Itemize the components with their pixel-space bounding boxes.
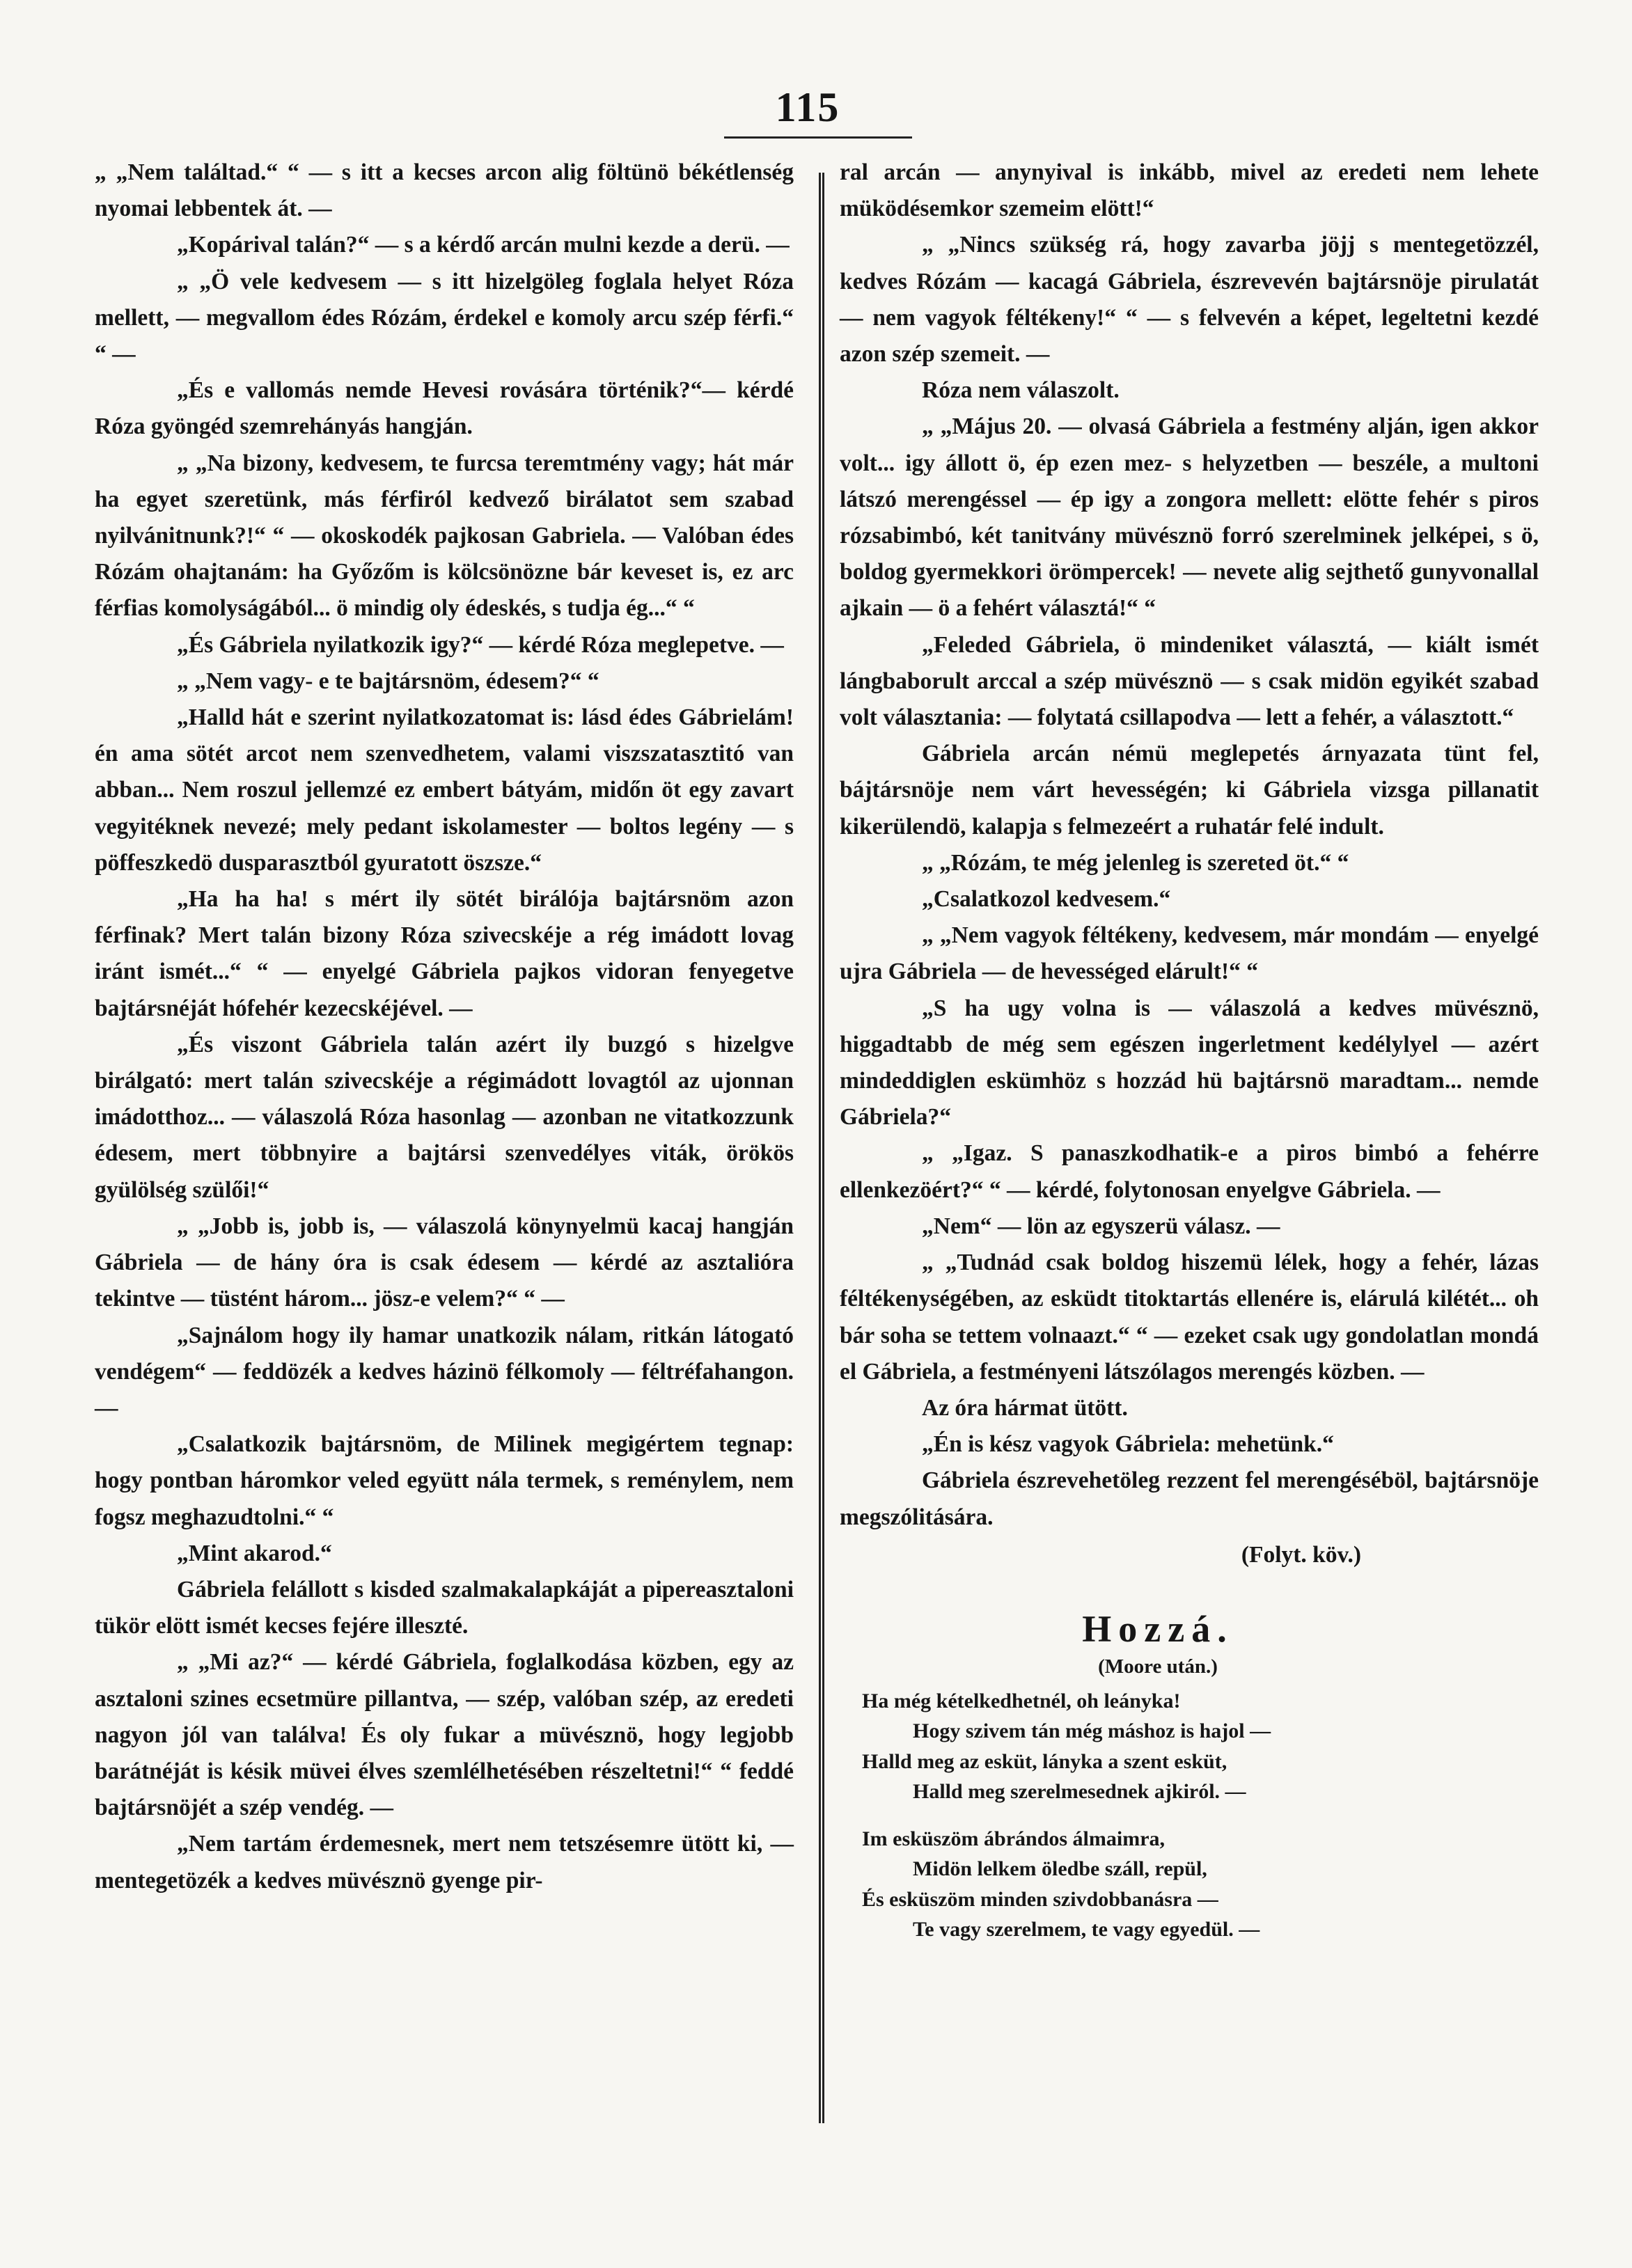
paragraph: „ „Rózám, te még jelenleg is szereted öt.“ “ (922, 849, 1349, 876)
paragraph: „És e vallomás nemde Hevesi rovására történik?“— kérdé Róza gyöngéd szemrehányás hangján. (95, 377, 794, 440)
paragraph: „Sajnálom hogy ily hamar unatkozik nálam, ritkán látogató vendégem“ — feddözék a kedves házinö félkomoly — féltréfahangon. — (95, 1322, 794, 1421)
poem-stanza (840, 1824, 1539, 1945)
poem-line: És esküszöm minden szivdobbanásra — (862, 1887, 1218, 1911)
paragraph: „ „Na bizony, kedvesem, te furcsa teremtmény vagy; hát már ha egyet szeretünk, más férfiról kedvező birálatot sem szabad nyilvánitnunk?!“ “ — okoskodék pajkosan Gabriela. — Valóban édes Rózám ohajtanám: ha Győzőm is kölcsönözne bár keveset is, ez arc férfias komolyságából... ö mindig oly édeskés, s tudja ég...“ “ (95, 450, 794, 622)
paragraph: „S ha ugy volna is — válaszolá a kedves müvésznö, higgadtabb de még sem egészen ingerletment kedélylyel — azért mindeddiglen eskümhöz s hozzád hü bajtársnö maradtam... nemde Gábriela?“ (840, 995, 1539, 1131)
paragraph: „Halld hát e szerint nyilatkozatomat is: lásd édes Gábrielám! én ama sötét arcot nem szenvedhetem, valami viszszatasztitó van abban... Nem roszul jellemzé ez embert bátyám, midőn öt egy zavart vegyitéknek nevezé; mely pedant iskolamester — boltos legény — s pöffeszkedö dusparasztból gyuratott öszsze.“ (95, 704, 794, 876)
right-column (840, 155, 1539, 1962)
paragraph: „Csalatkozol kedvesem.“ (922, 886, 1171, 913)
paragraph: „Csalatkozik bajtársnöm, de Milinek megigértem tegnap: hogy pontban háromkor veled együtt nála termek, s reménylem, nem fogsz meghazudtolni.“ “ (95, 1431, 794, 1530)
paragraph: „ „Május 20. — olvasá Gábriela a festmény alján, igen akkor volt... igy állott ö, ép ezen mez- s helyzetben — beszéle, a multoni látszó merengéssel — ép igy a zongora mellett: elötte fehér s piros rózsabimbó, két tanitvány müvésznö forró szerelminek jelképei, s ö, boldog gyermekkori örömpercek! — nevete alig sejthető gunyvonallal ajkain — ö a fehért választá!“ “ (840, 414, 1539, 622)
paragraph: „ „Nem vagyok féltékeny, kedvesem, már mondám — enyelgé ujra Gábriela — de hevességed elárult!“ “ (840, 922, 1539, 985)
paragraph: „Nem“ — lön az egyszerü válasz. — (922, 1213, 1280, 1239)
paragraph: „ „Nem vagy- e te bajtársnöm, édesem?“ “ (177, 668, 599, 694)
left-column (95, 155, 794, 1899)
paragraph: „ „Jobb is, jobb is, — válaszolá könynyelmü kacaj hangján Gábriela — de hány óra is csak édesem — kérdé az asztalióra tekintve — tüstént három... jösz-e velem?“ “ — (95, 1213, 794, 1312)
paragraph: „És viszont Gábriela talán azért ily buzgó s hizelgve birálgató: mert talán szivecskéje a régimádott lovagtól az ujonnan imádotthoz... — válaszolá Róza hasonlag — azonban ne vitatkozzunk édesem, mert többnyire a bajtársi szenvedélyes viták, örökös gyülölség szülői!“ (95, 1031, 794, 1203)
poem-line: Te vagy szerelmem, te vagy egyedül. — (913, 1918, 1260, 1942)
paragraph: „Ha ha ha! s mért ily sötét birálója bajtársnöm azon férfinak? Mert talán bizony Róza szivecskéje a rég imádott lovag iránt ismét...“ “ — enyelgé Gábriela pajkos vidoran fenyegetve bajtársnéját hófehér kezecskéjével. — (95, 886, 794, 1021)
poem-subtitle: (Moore után.) (1098, 1655, 1218, 1678)
poem-line: Ha még kételkedhetnél, oh leányka! (862, 1689, 1181, 1712)
page-number: 115 (775, 84, 840, 130)
paragraph: „ „Igaz. S panaszkodhatik-e a piros bimbó a fehérre ellenkezöért?“ “ — kérdé, folytonosan enyelgve Gábriela. — (840, 1140, 1539, 1203)
paragraph: ral arcán — anynyival is inkább, mivel az eredeti nem lehete müködésemkor szemeim elött!“ (840, 159, 1539, 222)
paragraph: Az óra hármat ütött. (922, 1394, 1128, 1421)
paragraph: Gábriela felállott s kisded szalmakalapkáját a pipereasztaloni tükör elött ismét kecses fejére illeszté. (95, 1576, 794, 1639)
paragraph: Róza nem válaszolt. (922, 377, 1120, 404)
paragraph: „Kopárival talán?“ — s a kérdő arcán mulni kezde a derü. — (177, 232, 790, 258)
paragraph: „ „Mi az?“ — kérdé Gábriela, foglalkodása közben, egy az asztaloni szines ecsetmüre pillantva, — szép, valóban szép, az eredeti nagyon jól van találva! És oly fukar a müvésznö, hogy legjobb barátnéját is késik müvei élves szemlélhetésében részeltetni!“ “ feddé bajtársnöjét a szép vendég. — (95, 1649, 794, 1821)
paragraph: „ „Tudnád csak boldog hiszemü lélek, hogy a fehér, lázas féltékenységében, az esküdt titoktartás ellenére is, elárulá kilétét... oh bár soha se tettem volnaazt.“ “ — ezeket csak ugy gondolatlan mondá el Gábriela, a festményeni látszólagos merengés közben. — (840, 1250, 1539, 1385)
column-divider (819, 173, 824, 2123)
paragraph: Gábriela arcán némü meglepetés árnyazata tünt fel, bájtársnöje nem várt hevességén; ki Gábriela vizsga pillanatit kikerülendö, kalapja s felmezeért a ruhatár felé indult. (840, 741, 1539, 840)
poem-title: Hozzá. (1082, 1607, 1234, 1650)
paragraph: „ „Ö vele kedvesem — s itt hizelgöleg foglala helyet Róza mellett, — megvallom édes Rózám, érdekel e komoly arcu szép férfi.“ “ — (95, 268, 794, 368)
poem-line: Im esküszöm ábrándos álmaimra, (862, 1827, 1166, 1850)
poem (840, 1686, 1539, 1945)
paragraph: „ „Nincs szükség rá, hogy zavarba jöjj s mentegetözzél, kedves Rózám — kacagá Gábriela, észrevevén bajtársnöje pirulatát — nem vagyok féltékeny!“ “ — s felvevén a képet, legeltetni kezdé azon szép szemeit. — (840, 232, 1539, 368)
paragraph: „Én is kész vagyok Gábriela: mehetünk.“ (922, 1431, 1334, 1458)
paragraph: „ „Nem találtad.“ “ — s itt a kecses arcon alig föltünö békétlenség nyomai lebbentek át. — (95, 159, 794, 222)
poem-line: Midön lelkem öledbe száll, repül, (913, 1857, 1207, 1881)
poem-stanza (840, 1686, 1539, 1807)
paragraph: „Nem tartám érdemesnek, mert nem tetszésemre ütött ki, — mentegetözék a kedves müvésznö gyenge pir- (95, 1831, 794, 1893)
continued-note: (Folyt. köv.) (1241, 1541, 1361, 1568)
paragraph: „Mint akarod.“ (177, 1540, 332, 1566)
paragraph: „Feleded Gábriela, ö mindeniket választá, — kiált ismét lángbaborult arccal a szép müvésznö — s csak midön egyikét szabad volt választania: — folytatá csillapodva — lett a fehér, a választott.“ (840, 631, 1539, 731)
paragraph: „És Gábriela nyilatkozik igy?“ — kérdé Róza meglepetve. — (177, 631, 784, 658)
poem-line: Hogy szivem tán még máshoz is hajol — (913, 1719, 1271, 1743)
paragraph: Gábriela észrevehetöleg rezzent fel merengéséböl, bajtársnöje megszólitására. (840, 1467, 1539, 1530)
header-rule (724, 136, 912, 139)
poem-line: Halld meg szerelmesednek ajkiról. — (913, 1780, 1246, 1804)
poem-line: Halld meg az esküt, lányka a szent esküt, (862, 1749, 1227, 1773)
